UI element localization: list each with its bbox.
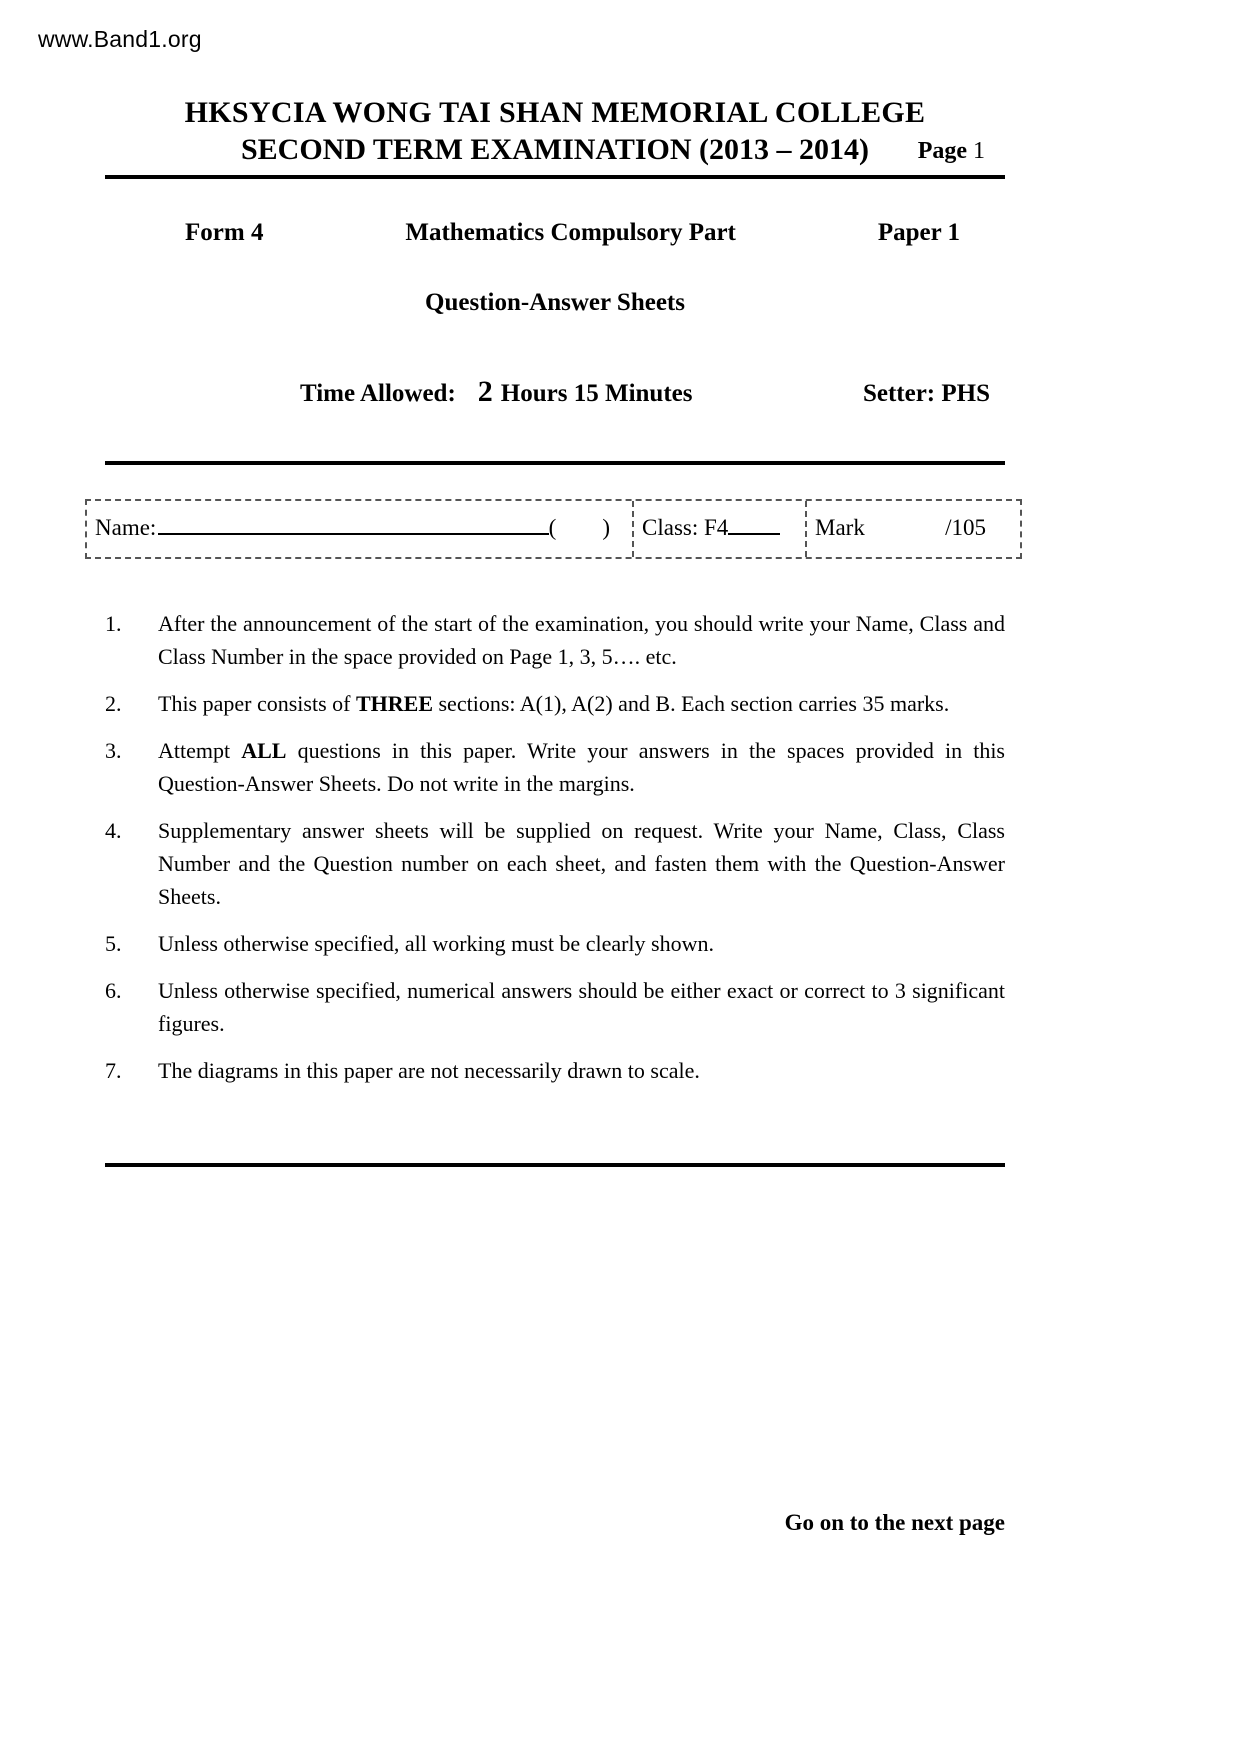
instruction-item — [105, 734, 1005, 800]
instruction-item — [105, 607, 1005, 673]
setter-label: Setter: PHS — [862, 380, 990, 407]
page-number-label — [918, 138, 985, 165]
instruction-text: Unless otherwise specified, all working must be clearly shown. — [158, 931, 714, 956]
exam-subtitle: SECOND TERM EXAMINATION (2013 – 2014) — [240, 133, 870, 166]
mark-total: /105 — [945, 515, 986, 540]
instructions-list — [105, 607, 1005, 1087]
site-watermark: www.Band1.org — [38, 26, 202, 52]
name-label: Name: — [95, 515, 157, 540]
instruction-text: The diagrams in this paper are not necessarily drawn to scale. — [158, 1058, 700, 1083]
time-allowed — [300, 375, 692, 409]
instruction-text: After the announcement of the start of the examination, you should write your Name, Class and Class Number in the space provided on Page 1, 3, 5…. etc. — [158, 611, 1005, 669]
instruction-number: 1. — [105, 611, 122, 636]
paper-label: Paper 1 — [877, 219, 960, 246]
time-setter-row — [105, 375, 1005, 409]
form-label: Form 4 — [185, 219, 264, 246]
instruction-number: 4. — [105, 818, 122, 843]
instruction-number: 5. — [105, 931, 122, 956]
header-divider — [105, 175, 1005, 179]
instruction-text: This paper consists of THREE sections: A(1), A(2) and B. Each section carries 35 marks. — [158, 691, 950, 716]
class-label: Class: F4 — [642, 515, 729, 540]
instruction-text: Supplementary answer sheets will be supplied on request. Write your Name, Class, Class Number and the Question number on each sheet, and fasten them with the Question-Answer Sheets. — [158, 818, 1005, 909]
instruction-item — [105, 687, 1005, 720]
instruction-item — [105, 814, 1005, 913]
class-number-paren-open: ( — [548, 515, 557, 540]
name-fill-line — [158, 531, 548, 535]
exam-subtitle-row — [105, 133, 1005, 167]
name-field-cell — [87, 501, 632, 557]
mark-field-cell — [805, 501, 1020, 557]
time-hours-digit: 2 — [477, 375, 493, 408]
section-divider — [105, 461, 1005, 465]
paper-meta-row — [105, 219, 1005, 247]
page-number: 1 — [973, 138, 985, 164]
page-content — [95, 0, 1005, 1167]
instruction-item — [105, 974, 1005, 1040]
instruction-item — [105, 927, 1005, 960]
instruction-number: 3. — [105, 738, 122, 763]
class-field-cell — [632, 501, 805, 557]
college-title: HKSYCIA WONG TAI SHAN MEMORIAL COLLEGE — [184, 96, 926, 129]
instruction-item — [105, 1054, 1005, 1087]
instruction-number: 7. — [105, 1058, 122, 1083]
instruction-text: Attempt ALL questions in this paper. Write your answers in the spaces provided in this Question-Answer Sheets. Do not write in the margins. — [158, 738, 1005, 796]
student-info-box — [85, 499, 1022, 559]
subject-title: Mathematics Compulsory Part — [405, 219, 736, 246]
instruction-number: 6. — [105, 978, 122, 1003]
class-fill-line — [728, 531, 780, 535]
time-allowed-value: Hours 15 Minutes — [500, 380, 693, 407]
time-allowed-label: Time Allowed: — [300, 380, 456, 407]
bottom-divider — [105, 1163, 1005, 1167]
instruction-number: 2. — [105, 691, 122, 716]
go-on-next-page-note: Go on to the next page — [784, 1510, 1005, 1535]
class-number-paren-close: ) — [602, 515, 610, 540]
page-word: Page — [917, 138, 967, 164]
sheet-title: Question-Answer Sheets — [425, 289, 685, 316]
mark-label: Mark — [815, 515, 865, 540]
instruction-text: Unless otherwise specified, numerical answers should be either exact or correct to 3 significant figures. — [158, 978, 1005, 1036]
